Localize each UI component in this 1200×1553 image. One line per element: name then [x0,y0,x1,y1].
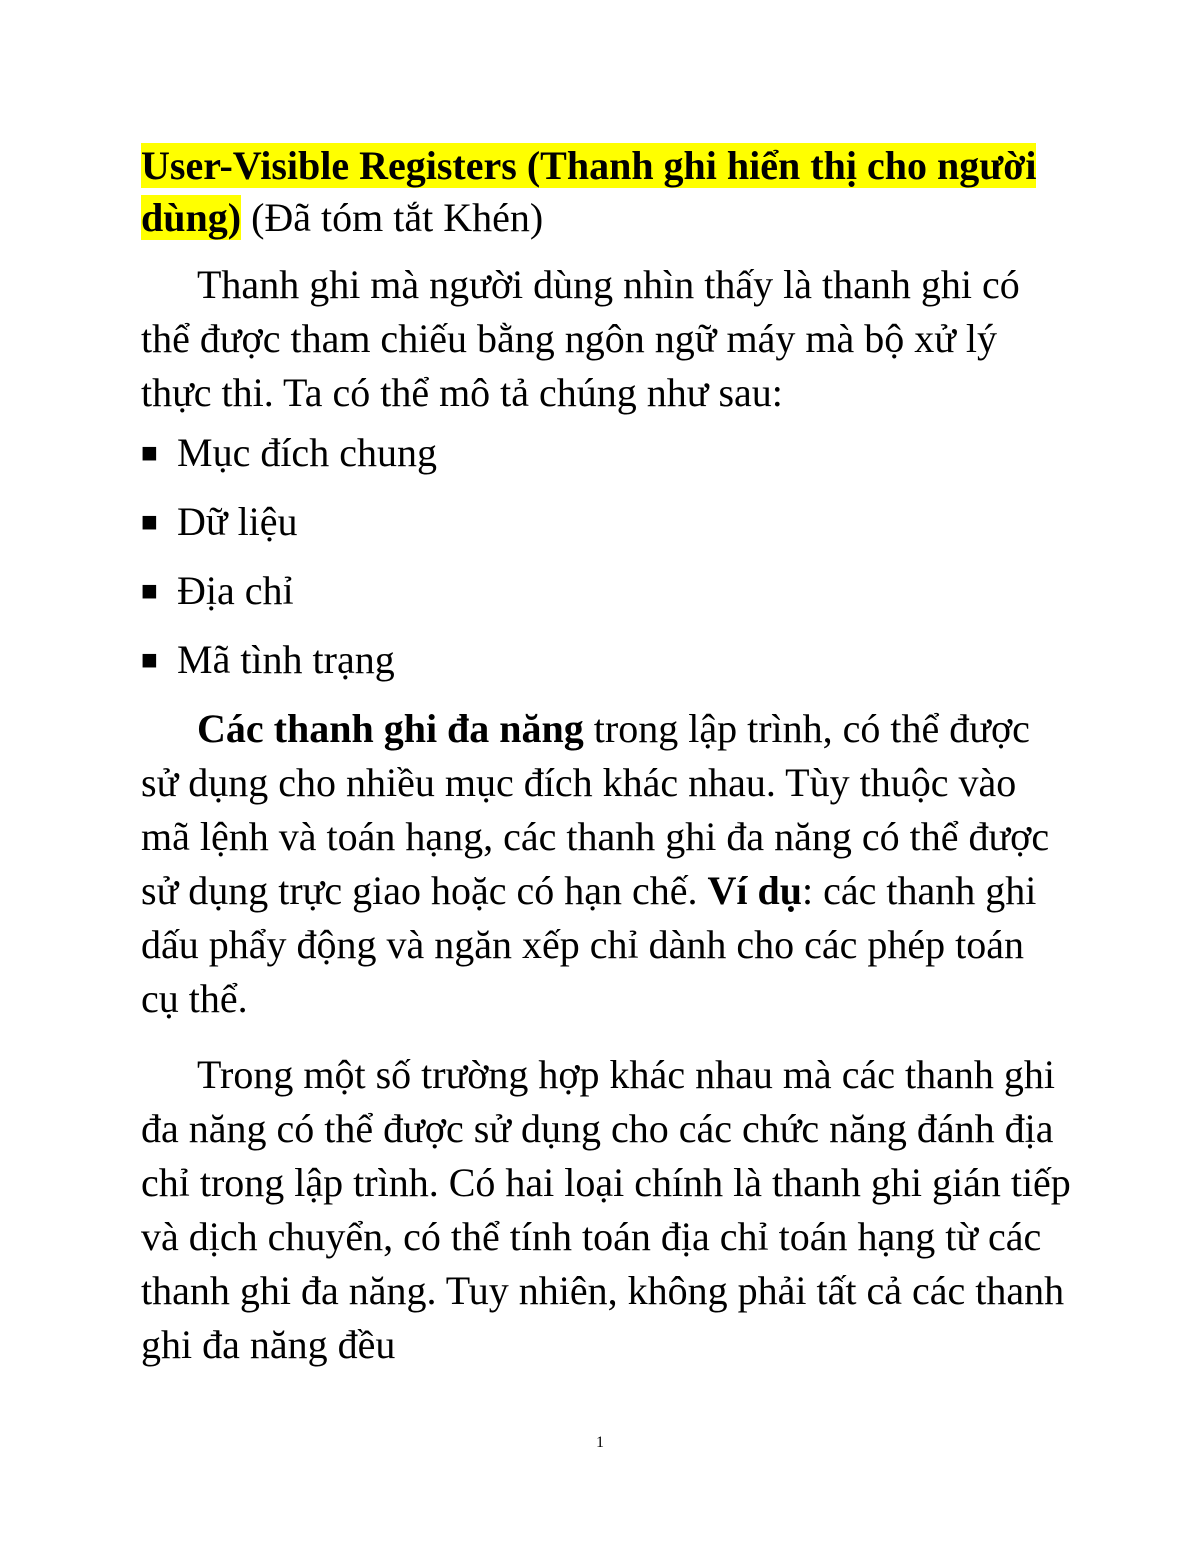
list-item [141,495,1071,549]
intro-paragraph: Thanh ghi mà người dùng nhìn thấy là thanh ghi có thể được tham chiếu bằng ngôn ngữ máy mà bộ xử lý thực thi. Ta có thể mô tả chúng như sau: [141,262,1020,415]
general-purpose-paragraph [141,702,1071,1026]
register-type-list [141,426,1071,687]
example-text: : các thanh ghi dấu phẩy động và ngăn xếp chỉ dành cho các phép toán cụ thể. [141,868,1037,1021]
heading-note: (Đã tóm tắt Khén) [241,195,544,240]
square-bullet-icon: ■ [141,438,158,469]
page-number: 1 [596,1434,604,1451]
square-bullet-icon: ■ [141,507,158,538]
square-bullet-icon: ■ [141,645,158,676]
general-purpose-lead: Các thanh ghi đa năng [197,706,584,751]
list-item-label: Mục đích chung [177,430,437,475]
list-item [141,426,1071,480]
section-heading [141,140,1071,244]
list-item [141,564,1071,618]
document-page [141,140,1071,1372]
addressing-paragraph: Trong một số trường hợp khác nhau mà các thanh ghi đa năng có thể được sử dụng cho các chức năng đánh địa chỉ trong lập trình. Có hai loại chính là thanh ghi gián tiếp và dịch chuyển, có thể tính toán địa chỉ toán hạng từ các thanh ghi đa năng. Tuy nhiên, không phải tất cả các thanh ghi đa năng đều [141,1052,1071,1367]
square-bullet-icon: ■ [141,576,158,607]
example-label: Ví dụ [707,868,803,913]
general-purpose-text: trong lập trình, có thể được sử dụng cho nhiều mục đích khác nhau. Tùy thuộc vào mã lệnh và toán hạng, các thanh ghi đa năng có thể được sử dụng trực giao hoặc có hạn chế. [141,706,1050,913]
heading-highlighted-title: User-Visible Registers (Thanh ghi hiển thị cho người dùng) [141,143,1037,240]
list-item-label: Địa chỉ [177,568,294,613]
list-item-label: Mã tình trạng [177,637,395,682]
list-item [141,633,1071,687]
list-item-label: Dữ liệu [177,499,298,544]
